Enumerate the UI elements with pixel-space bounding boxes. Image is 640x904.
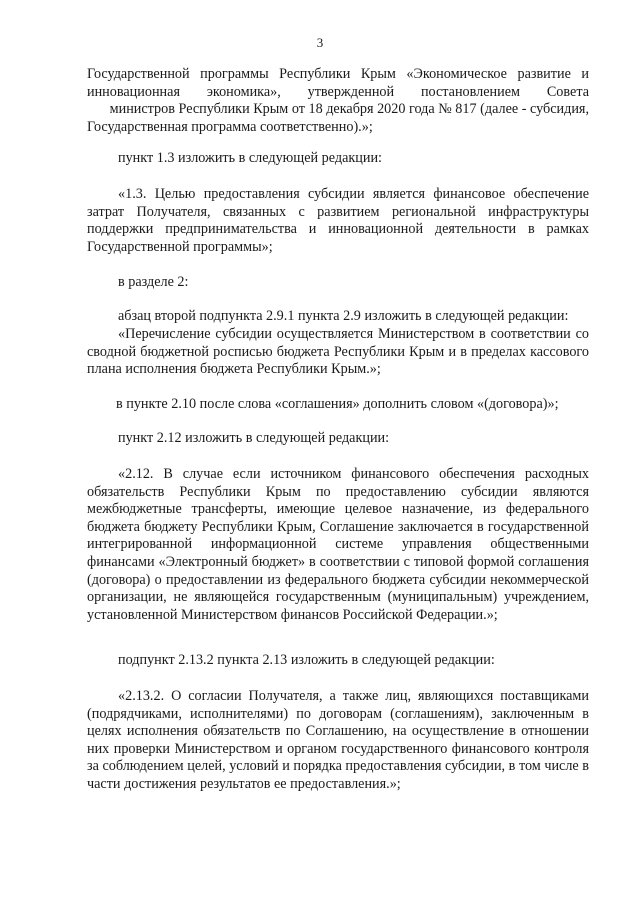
item-2-12-intro-text: пункт 2.12 изложить в следующей редакции: [118,430,390,446]
item-2-9-1-intro-text: абзац второй подпункта 2.9.1 пункта 2.9 изложить в следующей редакции: [118,308,569,324]
item-1-3-intro-text: пункт 1.3 изложить в следующей редакции: [118,150,382,166]
item-2-9-1-intro [118,308,590,326]
intro-line: Государственная программа соответственно).»; [87,118,373,135]
item-1-3-text: «1.3. Целью предоставления субсидии является финансовое обеспечение затрат Получателя, связанных с развитием региональной инфраструктуры поддержки предпринимательства и инновационной деятельности в рамках Государственной программы»; [87,186,589,255]
intro-paragraph [87,66,589,136]
item-1-3-intro [118,150,588,168]
section-2-heading [118,274,588,292]
item-2-12-text: «2.12. В случае если источником финансового обеспечения расходных обязательств Республики Крым по предоставлению субсидии являются межбюджетные трансферты, имеющие целевое назначение, из федерального бюджета бюджету Республики Крым, Соглашение заключается в государственной интегрированной информационной системе управления общественными финансами «Электронный бюджет» в соответствии с типовой формой соглашения (договора) о предоставлении из федерального бюджета субсидии некоммерческой организации, не являющейся государственным (муниципальным) учреждением, установленной Министерством финансов Российской Федерации.»; [87,466,589,623]
item-2-9-1-text: «Перечисление субсидии осуществляется Министерством в соответствии со сводной бюджетной росписью бюджета Республики Крым и в пределах кассового плана исполнения бюджета Республики Крым.»; [87,326,589,378]
section-2-text: в разделе 2: [118,274,189,290]
item-2-13-2-intro [118,652,588,670]
item-2-13-2-text: «2.13.2. О согласии Получателя, а также лиц, являющихся поставщиками (подрядчиками, исполнителями) по договорам (соглашениям), заключенным в целях исполнения обязательств по Соглашению, на осуществление в отношении них проверки Министерством и органом государственного финансового контроля за соблюдением целей, условий и порядка предоставления субсидии, в том числе в части достижения результатов ее предоставления.»; [87,688,589,792]
page-number: 3 [316,35,324,50]
item-2-10 [116,396,591,414]
intro-line: инновационная экономика», утвержденной постановлением Совета [87,83,589,100]
intro-line: Государственной программы Республики Крым «Экономическое развитие и [87,66,589,82]
item-2-12-intro [118,430,588,448]
intro-line: министров Республики Крым от 18 декабря 2020 года № 817 (далее - субсидия, [109,101,589,118]
item-2-10-text: в пункте 2.10 после слова «соглашения» дополнить словом «(договора)»; [116,396,559,412]
item-2-13-2-intro-text: подпункт 2.13.2 пункта 2.13 изложить в следующей редакции: [118,652,495,668]
